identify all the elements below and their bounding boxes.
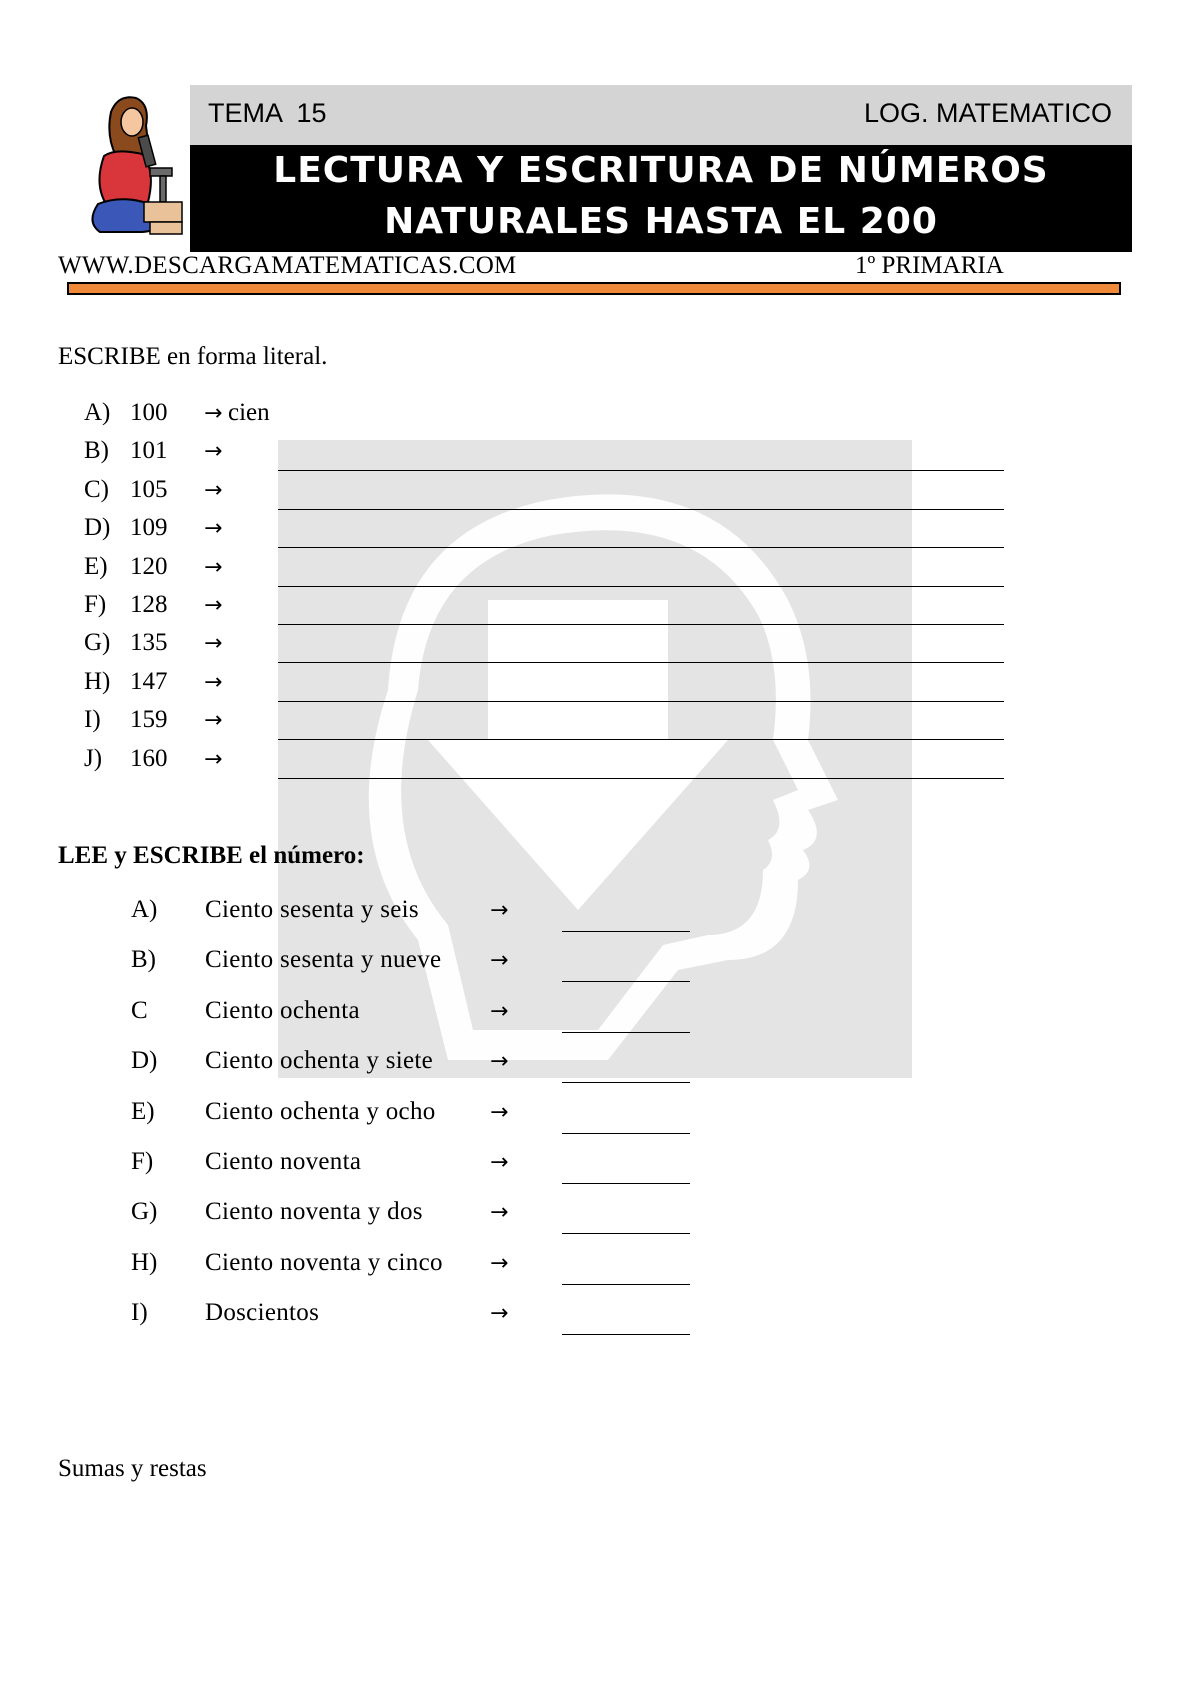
item-text: Ciento ochenta <box>205 996 360 1024</box>
item-letter: E) <box>84 552 108 580</box>
arrow-icon: → <box>490 1301 509 1327</box>
section2-item <box>0 1299 1200 1339</box>
arrow-icon: → <box>204 516 223 542</box>
item-letter: J) <box>84 744 103 772</box>
section1-item <box>0 514 1200 552</box>
item-number: 128 <box>130 591 168 618</box>
item-text: Ciento ochenta y siete <box>205 1047 434 1075</box>
arrow-icon: → <box>490 1250 509 1276</box>
site-url: WWW.DESCARGAMATEMATICAS.COM <box>58 252 517 279</box>
item-text: Ciento ochenta y ocho <box>205 1097 436 1125</box>
item-letter: F) <box>84 591 107 618</box>
section2-title: LEE y ESCRIBE el número: <box>58 842 365 869</box>
section2-item <box>0 1148 1200 1188</box>
item-letter: G) <box>131 1198 158 1226</box>
arrow-icon: → <box>490 1049 509 1075</box>
answer-line[interactable] <box>278 778 1004 779</box>
item-letter: B) <box>84 437 109 465</box>
section2-item <box>0 1249 1200 1289</box>
section2-item <box>0 1098 1200 1138</box>
item-text: Ciento noventa y dos <box>205 1198 423 1226</box>
answer-line[interactable] <box>278 547 1004 548</box>
section2-item <box>0 1198 1200 1238</box>
arrow-icon: → <box>204 477 223 503</box>
arrow-icon: → <box>204 631 223 657</box>
item-number: 135 <box>130 629 168 657</box>
section1-item <box>0 437 1200 475</box>
answer-line[interactable] <box>562 1133 690 1134</box>
arrow-icon: → <box>204 669 223 695</box>
section1-item <box>0 591 1200 629</box>
answer-line[interactable] <box>562 1082 690 1083</box>
item-letter: B) <box>131 946 156 974</box>
section1-item <box>0 706 1200 744</box>
item-letter: A) <box>131 896 158 923</box>
grade-label: 1º PRIMARIA <box>855 252 1004 279</box>
arrow-icon: → <box>204 746 223 772</box>
item-text: Ciento noventa y cinco <box>205 1248 443 1276</box>
arrow-icon: → <box>204 708 223 734</box>
item-number: 160 <box>130 744 168 772</box>
answer-line[interactable] <box>278 470 1004 471</box>
section1-item <box>0 745 1200 783</box>
answer-line[interactable] <box>562 1233 690 1234</box>
item-letter: I) <box>131 1299 148 1327</box>
answer-line[interactable] <box>278 586 1004 587</box>
item-letter: A) <box>84 399 111 426</box>
section1-item <box>0 553 1200 591</box>
answer-line[interactable] <box>278 662 1004 663</box>
item-number: 147 <box>130 667 168 695</box>
arrow-icon: → <box>490 998 509 1024</box>
answer-line[interactable] <box>562 1032 690 1033</box>
section1-item <box>0 629 1200 667</box>
answer-line[interactable] <box>562 1334 690 1335</box>
item-letter: D) <box>131 1047 158 1075</box>
arrow-icon: → <box>204 401 223 426</box>
arrow-icon: → <box>490 948 509 974</box>
materia-label: LOG. MATEMATICO <box>863 98 1112 128</box>
item-number: 109 <box>130 514 168 542</box>
item-letter: D) <box>84 514 111 542</box>
answer-line[interactable] <box>278 701 1004 702</box>
header-gray-band <box>190 85 1132 145</box>
answer-line[interactable] <box>278 624 1004 625</box>
answer-line[interactable] <box>562 1183 690 1184</box>
item-letter: E) <box>131 1097 155 1125</box>
arrow-icon: → <box>204 593 223 618</box>
arrow-icon: → <box>490 1200 509 1226</box>
item-letter: H) <box>84 667 111 695</box>
section1-item <box>0 399 1200 437</box>
item-text: Ciento sesenta y nueve <box>205 946 442 974</box>
section2-item <box>0 896 1200 936</box>
section1-item <box>0 476 1200 514</box>
item-number: 101 <box>130 437 168 465</box>
item-letter: G) <box>84 629 111 657</box>
answer-line[interactable] <box>562 1284 690 1285</box>
item-number: 105 <box>130 475 168 503</box>
item-text: Ciento noventa <box>205 1148 362 1175</box>
section2-item <box>0 997 1200 1037</box>
section1-item <box>0 668 1200 706</box>
accent-divider <box>67 282 1121 295</box>
answer-line[interactable] <box>278 739 1004 740</box>
item-letter: I) <box>84 706 101 734</box>
scientist-microscope-icon <box>76 92 184 242</box>
answer-line[interactable] <box>278 509 1004 510</box>
item-text: Ciento sesenta y seis <box>205 896 419 923</box>
title-line-2: NATURALES HASTA EL 200 <box>384 201 938 242</box>
item-letter: C <box>131 996 148 1024</box>
arrow-icon: → <box>204 554 223 580</box>
arrow-icon: → <box>204 439 223 465</box>
item-number: 120 <box>130 552 168 580</box>
arrow-icon: → <box>490 1099 509 1125</box>
section3-title: Sumas y restas <box>58 1455 207 1482</box>
title-line-1: LECTURA Y ESCRITURA DE NÚMEROS <box>273 150 1049 191</box>
tema-label: TEMA 15 <box>208 98 327 128</box>
item-number: 159 <box>130 706 168 734</box>
item-answer: cien <box>228 399 270 426</box>
answer-line[interactable] <box>562 981 690 982</box>
item-number: 100 <box>130 399 168 426</box>
item-letter: C) <box>84 475 109 503</box>
section1-title: ESCRIBE en forma literal. <box>58 343 328 370</box>
arrow-icon: → <box>490 898 509 923</box>
item-letter: F) <box>131 1148 154 1175</box>
item-letter: H) <box>131 1248 158 1276</box>
item-text: Doscientos <box>205 1299 320 1327</box>
section2-item <box>0 1047 1200 1087</box>
section2-item <box>0 946 1200 986</box>
header-title-band <box>190 145 1132 252</box>
arrow-icon: → <box>490 1150 509 1175</box>
answer-line[interactable] <box>562 931 690 932</box>
